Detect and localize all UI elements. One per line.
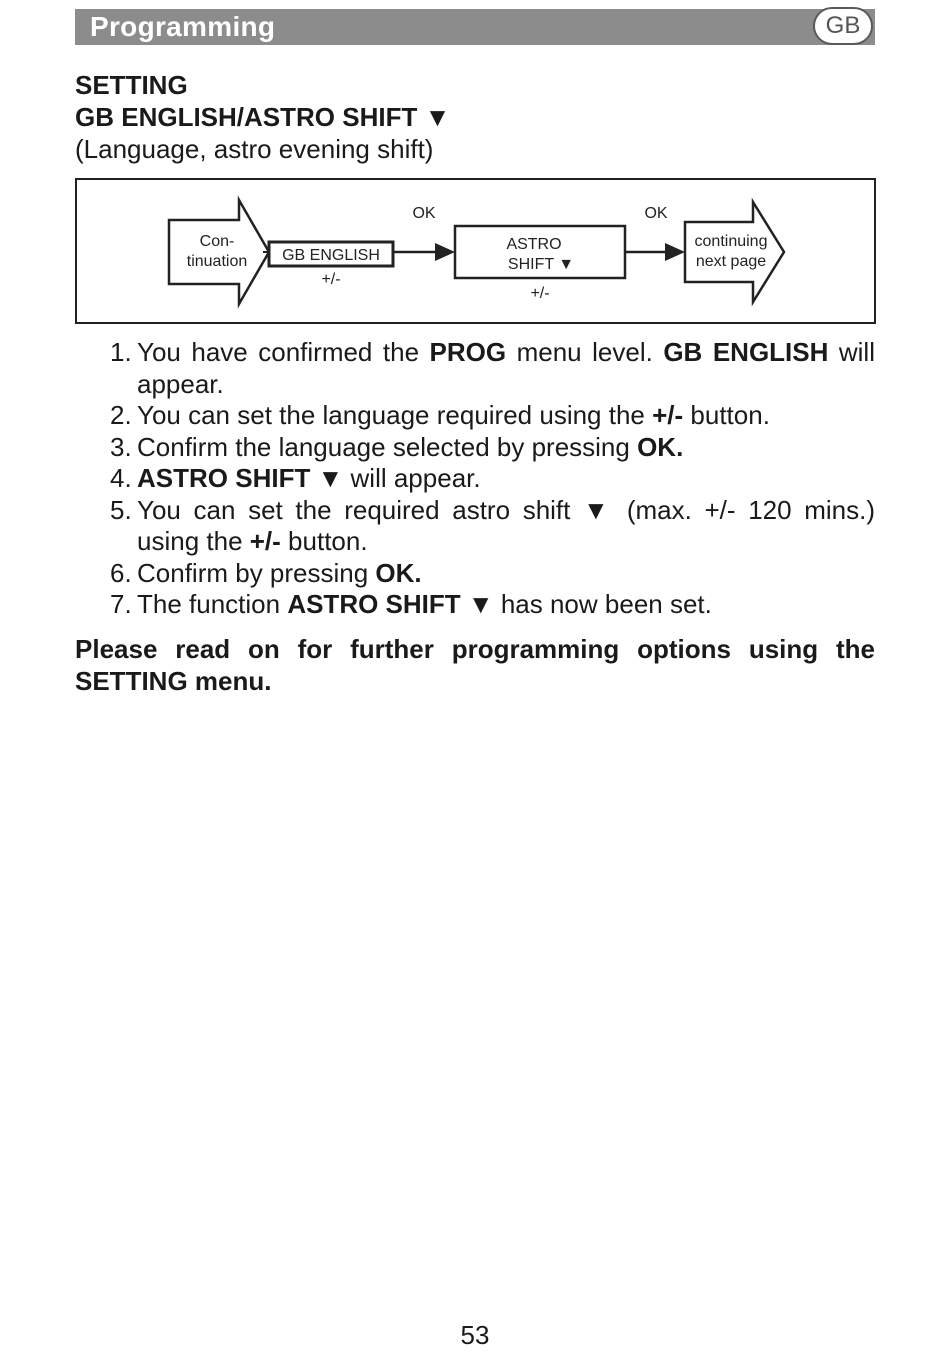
step-number: 2. [110, 400, 132, 430]
page-title: Programming [90, 11, 276, 42]
astro-shift-label-line2: SHIFT ▼ [507, 256, 575, 273]
astro-shift-plusminus: +/- [530, 285, 550, 302]
step-4: 4. ASTRO SHIFT ▼ will appear. [110, 463, 481, 493]
step-number: 3. [110, 431, 132, 462]
page-number: 53 [460, 1320, 490, 1350]
section-heading-setting: SETTING [75, 70, 188, 100]
language-badge: GB [813, 7, 873, 45]
gb-english-label: GB ENGLISH [282, 247, 380, 264]
step-number: 5. [110, 494, 132, 525]
further-options-note: Please read on for further programming options using the SETTING menu. [75, 634, 875, 696]
instruction-steps [110, 337, 875, 621]
step-7: 7. The function ASTRO SHIFT ▼ has now been set. [110, 589, 712, 619]
step-number: 4. [110, 463, 132, 493]
step-2: 2. You can set the language required using the +/- button. [110, 400, 770, 430]
end-arrow-shape [685, 202, 784, 302]
step-5: 5. You can set the required astro shift ▼ (max. +/- 120 mins.) using the +/- button. [110, 494, 875, 556]
end-label-line1: continuing [694, 233, 768, 250]
gb-english-plusminus: +/- [321, 271, 341, 288]
step-1: 1. You have confirmed the PROG menu level. GB ENGLISH will appear. [110, 337, 875, 399]
ok-label-1: OK [412, 205, 436, 222]
section-heading-menu: GB ENGLISH/ASTRO SHIFT ▼ [75, 102, 451, 132]
end-label-line2: next page [695, 253, 767, 270]
section-subheading: (Language, astro evening shift) [75, 134, 434, 164]
step-number: 1. [110, 337, 132, 367]
start-arrow-shape [169, 200, 269, 304]
start-label-line2: tinuation [186, 253, 248, 270]
astro-shift-label-line1: ASTRO [506, 236, 562, 253]
arrowhead-2 [665, 243, 685, 261]
arrowhead-1 [435, 243, 455, 261]
step-number: 6. [110, 557, 132, 588]
flow-diagram-svg [77, 180, 874, 322]
step-3: 3. Confirm the language selected by pressing OK. [110, 431, 684, 462]
ok-label-2: OK [644, 205, 668, 222]
start-label-line1: Con- [199, 233, 235, 250]
flow-diagram [75, 178, 876, 324]
step-6: 6. Confirm by pressing OK. [110, 557, 422, 588]
step-number: 7. [110, 589, 132, 619]
